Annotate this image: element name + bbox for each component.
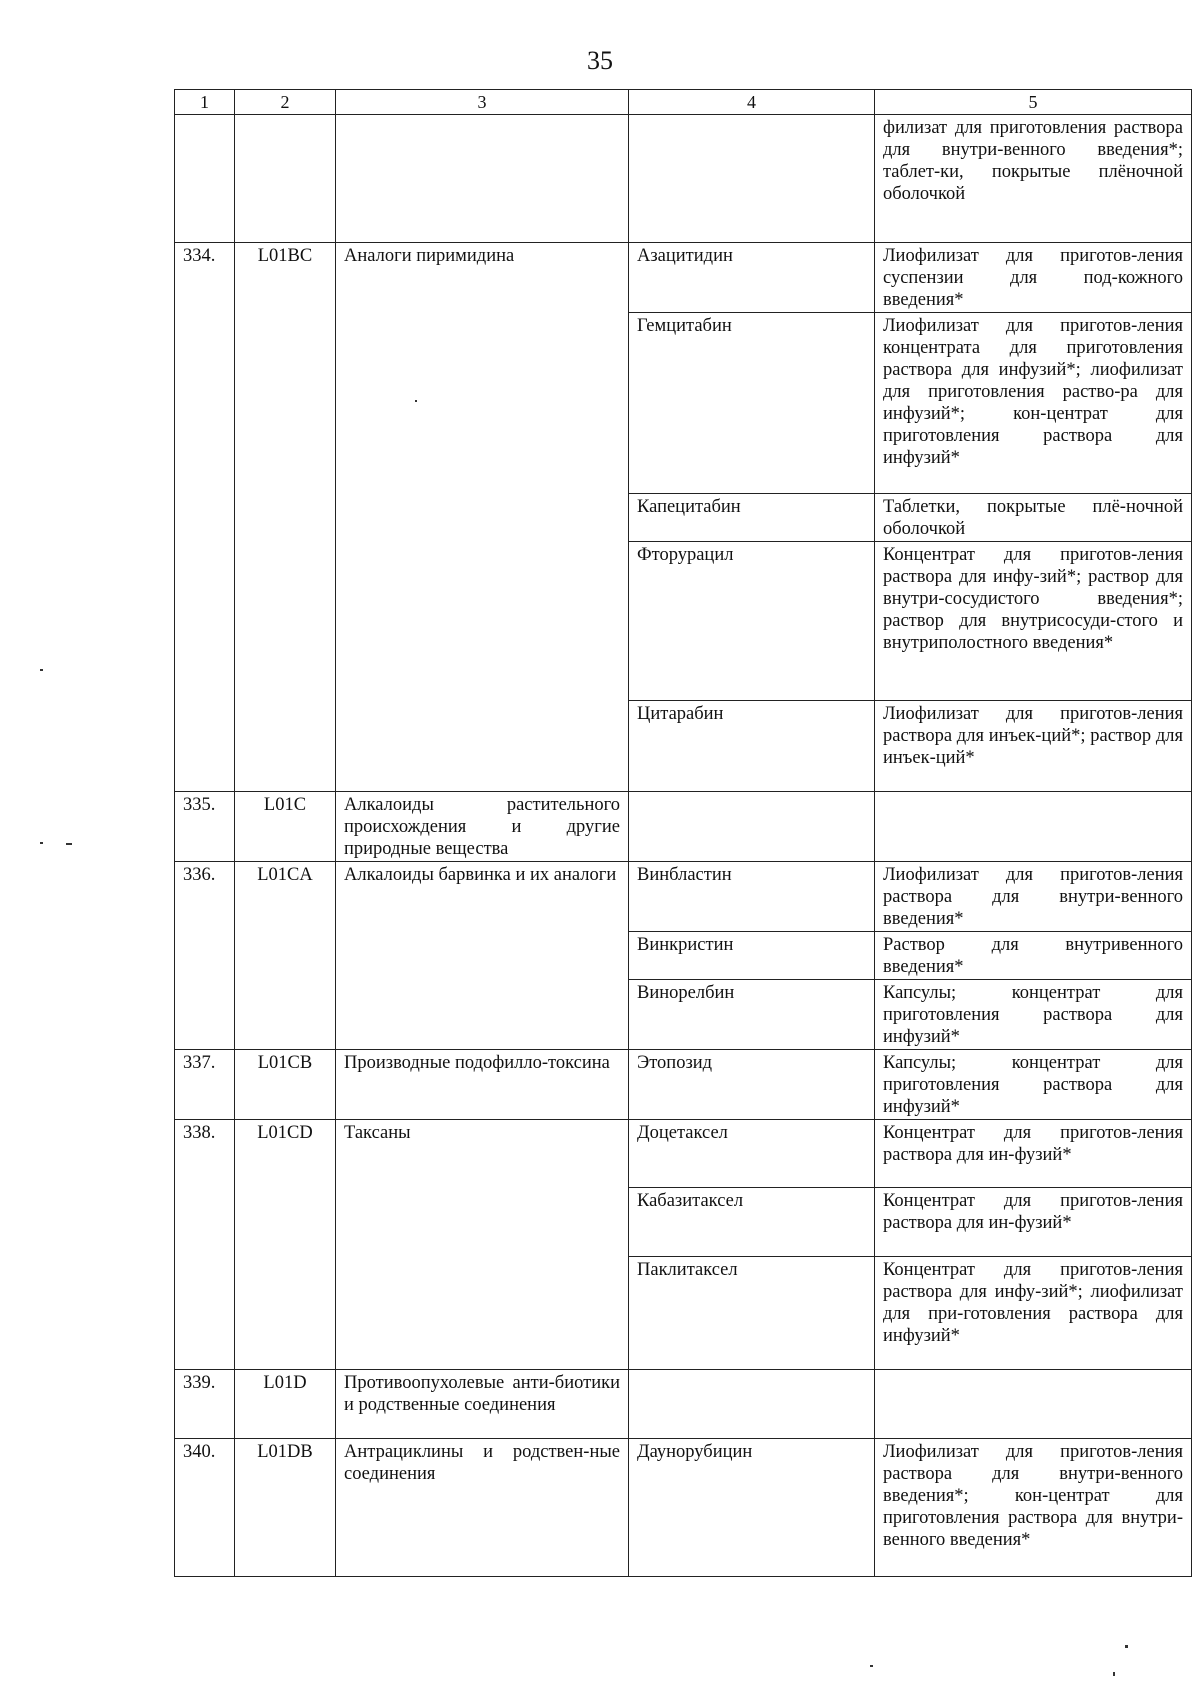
group-cell: Противоопухолевые анти-биотики и родственные соединения [336,1370,629,1439]
scan-speck [415,400,417,402]
drug-name-cell: Фторурацил [629,542,875,701]
row-number-cell: 338. [175,1120,235,1370]
group-cell: Производные подофилло-токсина [336,1050,629,1120]
row-number-cell [175,115,235,243]
table-row [175,862,1192,932]
code-cell [235,115,336,243]
table-row [175,1050,1192,1120]
drug-table [174,89,1192,1577]
table-row [175,792,1192,862]
code-cell: L01BC [235,243,336,792]
dosage-form-cell: Лиофилизат для приготов-ления раствора для внутри-венного введения* [875,862,1192,932]
dosage-form-cell: Таблетки, покрытые плё-ночной оболочкой [875,494,1192,542]
drug-name-cell: Винорелбин [629,980,875,1050]
table-row [175,1370,1192,1439]
scan-speck [1125,1645,1128,1648]
code-cell: L01CD [235,1120,336,1370]
code-cell: L01CA [235,862,336,1050]
dosage-form-cell: Концентрат для приготов-ления раствора для ин-фузий* [875,1188,1192,1257]
dosage-form-cell [875,1370,1192,1439]
dosage-form-cell: Раствор для внутривенного введения* [875,932,1192,980]
row-number-cell: 335. [175,792,235,862]
scan-speck [66,843,72,845]
row-number-cell: 340. [175,1439,235,1577]
column-header: 5 [875,90,1192,115]
drug-name-cell: Даунорубицин [629,1439,875,1577]
dosage-form-cell: Капсулы; концентрат для приготовления раствора для инфузий* [875,980,1192,1050]
drug-name-cell: Винкристин [629,932,875,980]
scan-speck [870,1665,873,1667]
code-cell: L01DB [235,1439,336,1577]
code-cell: L01D [235,1370,336,1439]
dosage-form-cell: филизат для приготовления раствора для внутри-венного введения*; таблет-ки, покрытые плёночной оболочкой [875,115,1192,243]
drug-name-cell [629,115,875,243]
dosage-form-cell: Лиофилизат для приготов-ления раствора для инъек-ций*; раствор для инъек-ций* [875,701,1192,792]
table-row [175,1120,1192,1188]
code-cell: L01C [235,792,336,862]
column-header: 4 [629,90,875,115]
page-number: 35 [587,46,613,75]
drug-name-cell: Азацитидин [629,243,875,313]
group-cell: Таксаны [336,1120,629,1370]
row-number-cell: 334. [175,243,235,792]
scan-speck [40,842,43,844]
row-number-cell: 339. [175,1370,235,1439]
scan-speck [1113,1672,1115,1676]
dosage-form-cell: Концентрат для приготов-ления раствора для ин-фузий* [875,1120,1192,1188]
group-cell [336,115,629,243]
group-cell: Антрациклины и родствен-ные соединения [336,1439,629,1577]
drug-name-cell: Капецитабин [629,494,875,542]
dosage-form-cell: Концентрат для приготов-ления раствора для инфу-зий*; раствор для внутри-сосудистого введения*; раствор для внутрисосуди-стого и внутриполостного введения* [875,542,1192,701]
table-row [175,115,1192,243]
row-number-cell: 336. [175,862,235,1050]
drug-name-cell [629,1370,875,1439]
table-row [175,243,1192,313]
drug-name-cell [629,792,875,862]
drug-name-cell: Этопозид [629,1050,875,1120]
header-row [175,90,1192,115]
dosage-form-cell: Лиофилизат для приготов-ления раствора для внутри-венного введения*; кон-центрат для приготовления раствора для внутри-венного введения* [875,1439,1192,1577]
group-cell: Алкалоиды растительного происхождения и другие природные вещества [336,792,629,862]
code-cell: L01CB [235,1050,336,1120]
table-row [175,1439,1192,1577]
dosage-form-cell: Капсулы; концентрат для приготовления раствора для инфузий* [875,1050,1192,1120]
drug-name-cell: Винбластин [629,862,875,932]
group-cell: Алкалоиды барвинка и их аналоги [336,862,629,1050]
drug-name-cell: Доцетаксел [629,1120,875,1188]
dosage-form-cell [875,792,1192,862]
row-number-cell: 337. [175,1050,235,1120]
drug-name-cell: Паклитаксел [629,1257,875,1370]
drug-name-cell: Цитарабин [629,701,875,792]
group-cell: Аналоги пиримидина [336,243,629,792]
column-header: 2 [235,90,336,115]
drug-name-cell: Кабазитаксел [629,1188,875,1257]
dosage-form-cell: Лиофилизат для приготов-ления концентрата для приготовления раствора для инфузий*; лиофилизат для приготовления раство-ра для инфузий*; кон-центрат для приготовления раствора для инфузий* [875,313,1192,494]
dosage-form-cell: Концентрат для приготов-ления раствора для инфу-зий*; лиофилизат для при-готовления раствора для инфузий* [875,1257,1192,1370]
column-header: 1 [175,90,235,115]
column-header: 3 [336,90,629,115]
drug-name-cell: Гемцитабин [629,313,875,494]
scan-speck [40,669,43,671]
dosage-form-cell: Лиофилизат для приготов-ления суспензии для под-кожного введения* [875,243,1192,313]
